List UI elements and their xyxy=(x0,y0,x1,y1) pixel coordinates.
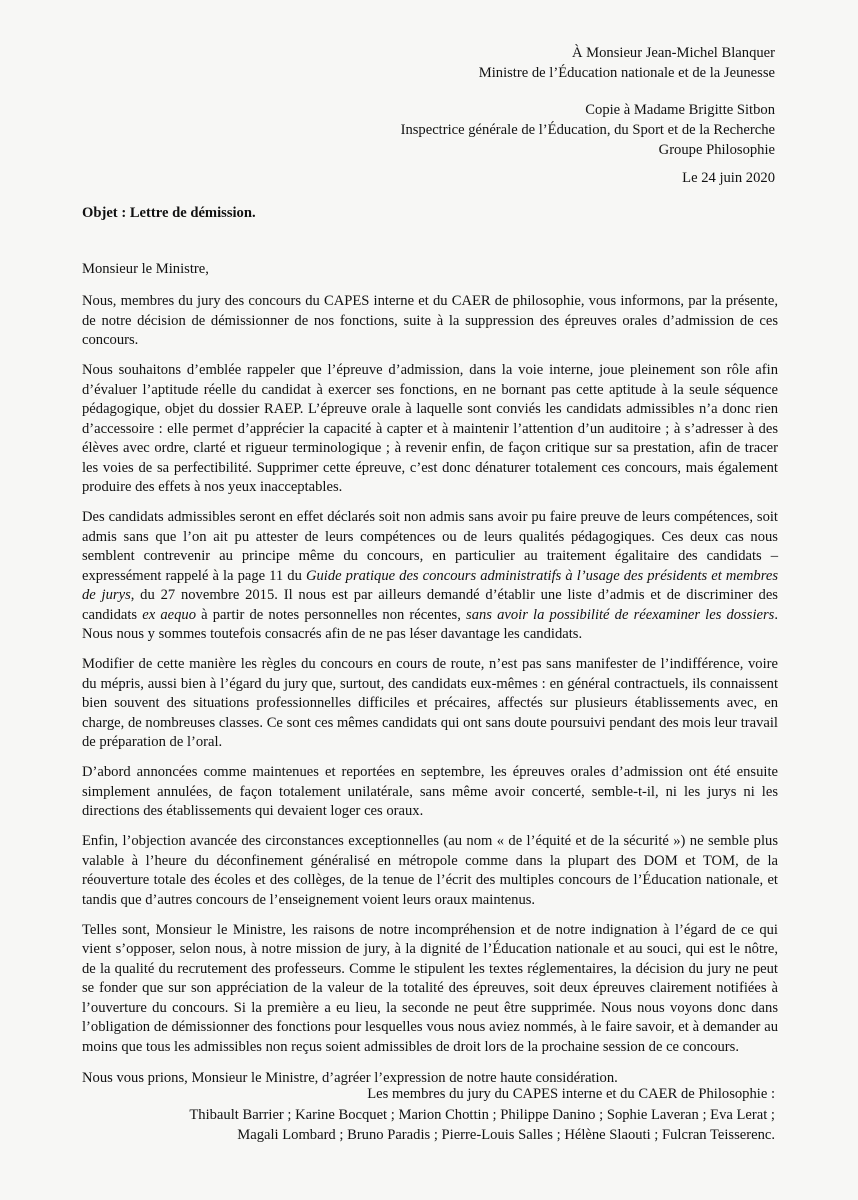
paragraph-3-text: Des candidats admissibles seront en effet déclarés soit non admis sans avoir pu faire preuve de leurs compétences, soit admis sans que l’on ait pu attester de leurs compétences ou de leurs qualités pédagogiques. Ces deux cas nous semblent contrevenir au principe même du concours, en particulier au traitement égalitaire des candidats – expressément rappelé à la page 11 du xyxy=(82,509,778,584)
letter-body xyxy=(82,292,778,1099)
paragraph-6: Enfin, l’objection avancée des circonstances exceptionnelles (au nom « de l’équité et de la sécurité ») ne semble plus valable à l’heure du déconfinement généralisé en métropole comme dans la plupart des DOM et TOM, de la réouverture totale des écoles et des collèges, de la tenue de l’écrit des multiples concours de l’Éducation nationale, et tandis que d’autres concours de l’enseignement voient leurs oraux maintenus. xyxy=(82,833,778,908)
salutation: Monsieur le Ministre, xyxy=(82,261,209,277)
paragraph-3-text: à partir de notes personnelles non récentes, xyxy=(196,606,467,623)
recipient-block xyxy=(215,43,775,160)
signature-block xyxy=(75,1084,775,1146)
closing-formula: Nous vous prions, Monsieur le Ministre, d’agréer l’expression de notre haute considération. xyxy=(82,1070,618,1086)
paragraph-1: Nous, membres du jury des concours du CAPES interne et du CAER de philosophie, vous informons, par la présente, de notre décision de démissionner de nos fonctions, suite à la suppression des épreuves orales d’admission de ces concours. xyxy=(82,293,778,348)
signature-names-1: Thibault Barrier ; Karine Bocquet ; Marion Chottin ; Philippe Danino ; Sophie Laveran ; Eva Lerat ; xyxy=(189,1106,775,1123)
paragraph-4: Modifier de cette manière les règles du concours en cours de route, n’est pas sans manifester de l’indifférence, voire du mépris, aussi bien à l’égard du jury que, surtout, des candidats eux-mêmes : en général contractuels, ils connaissent bien souvent des situations professionnelles difficiles et précaires, affectés sur plusieurs établissements avec, en charge, de nombreuses classes. Ce sont ces mêmes candidats qui ont sans doute poursuivi pendant des mois leur travail de préparation de l’oral. xyxy=(82,656,778,750)
recipient-name: À Monsieur Jean-Michel Blanquer xyxy=(571,45,775,61)
copy-recipient-group: Groupe Philosophie xyxy=(658,142,775,158)
paragraph-3-text: , du 27 novembre 2015. Il nous est par ailleurs demandé d’établir une liste d’admis et de discriminer des candidats xyxy=(82,587,778,623)
copy-recipient-title: Inspectrice générale de l’Éducation, du Sport et de la Recherche xyxy=(400,122,775,138)
guide-title-italic: Guide pratique des concours administratifs à l’usage des présidents et membres de jurys xyxy=(82,567,778,603)
ex-aequo-italic: ex aequo xyxy=(142,606,197,623)
paragraph-3-text: . Nous nous y sommes toutefois consacrés afin de ne pas léser davantage les candidats. xyxy=(82,606,779,642)
signature-heading: Les membres du jury du CAPES interne et du CAER de Philosophie : xyxy=(367,1086,775,1102)
paragraph-2: Nous souhaitons d’emblée rappeler que l’épreuve d’admission, dans la voie interne, joue pleinement son rôle afin d’évaluer l’aptitude réelle du candidat à exercer ses fonctions, en ne bornant pas cette aptitude à la seule séquence pédagogique, objet du dossier RAEP. L’épreuve orale à laquelle sont conviés les candidats admissibles n’a donc rien d’accessoire : elle permet d’apprécier la capacité à capter et à maintenir l’attention d’un auditoire ; à s’adresser à des élèves avec ordre, clarté et rigueur terminologique ; à revenir enfin, de façon critique sur sa prestation, afin de tracer les voies de sa perfectibilité. Supprimer cette épreuve, c’est donc dénaturer totalement ces concours, mais également produire des effets à nos yeux inacceptables. xyxy=(82,362,778,495)
paragraph-5: D’abord annoncées comme maintenues et reportées en septembre, les épreuves orales d’admission ont été ensuite simplement annulées, de façon totalement unilatérale, sans même avoir concerté, semble-t-il, ni les jurys ni les directions des établissements qui devaient loger ces oraux. xyxy=(82,764,778,819)
paragraph-7: Telles sont, Monsieur le Ministre, les raisons de notre incompréhension et de notre indignation à l’égard de ce qui vient s’opposer, selon nous, à notre mission de jury, à la dignité de l’Éducation nationale et au souci, qui est le nôtre, de la qualité du recrutement des professeurs. Comme le stipulent les textes réglementaires, la décision du jury ne peut se fonder que sur son appréciation de la valeur de la totalité des épreuves, soit deux épreuves clairement notifiées à l’ouverture du concours. Si la première a eu lieu, la seconde ne peut être supprimée. Nous nous voyons donc dans l’obligation de démissionner des fonctions pour lesquelles vous nous aviez nommés, à le faire savoir, et à demander au moins que tous les admissibles non reçus soient admissibles de droit lors de la prochaine session de ce concours. xyxy=(82,921,778,1055)
letter-subject: Objet : Lettre de démission. xyxy=(82,205,256,221)
sans-avoir-italic: sans avoir la possibilité de réexaminer les dossiers xyxy=(466,606,775,623)
recipient-title: Ministre de l’Éducation nationale et de la Jeunesse xyxy=(478,65,775,81)
letter-date: Le 24 juin 2020 xyxy=(682,170,775,186)
copy-recipient-name: Copie à Madame Brigitte Sitbon xyxy=(585,102,775,118)
signature-names-2: Magali Lombard ; Bruno Paradis ; Pierre-Louis Salles ; Hélène Slaouti ; Fulcran Teisserenc. xyxy=(237,1127,775,1143)
paragraph-3 xyxy=(82,508,778,645)
